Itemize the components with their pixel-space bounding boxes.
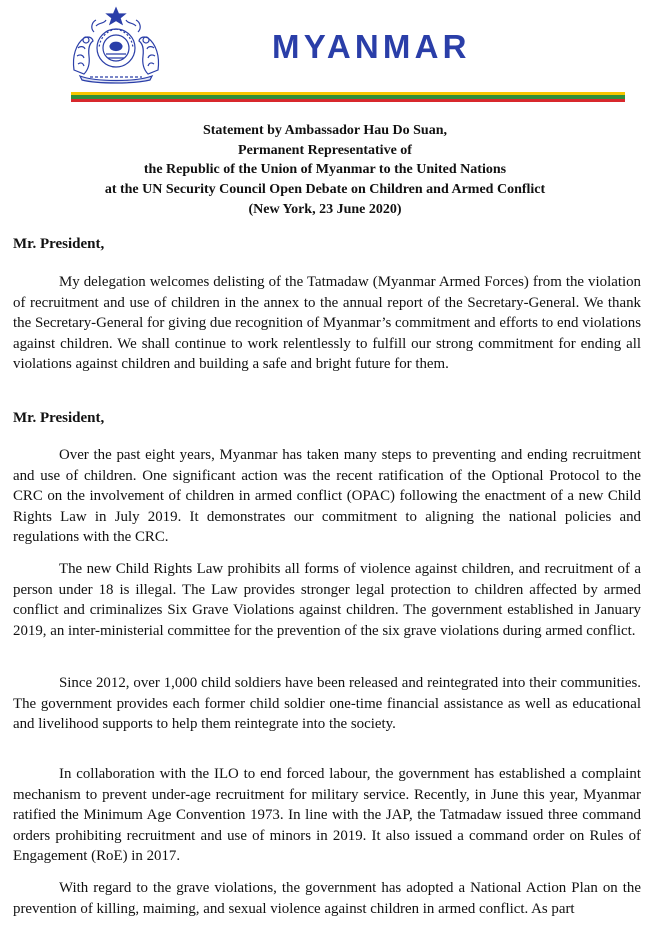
heading-line-4: at the UN Security Council Open Debate on Children and Armed Conflict: [104, 182, 546, 198]
body-paragraph-6: With regard to the grave violations, the government has adopted a National Action Plan on the prevention of killing, maiming, and sexual violence against children in armed conflict. As part: [13, 880, 641, 917]
heading-line-1: Statement by Ambassador Hau Do Suan,: [202, 123, 447, 138]
flag-color-stripe: [71, 92, 625, 102]
body-paragraph-5: In collaboration with the ILO to end forced labour, the government has established a complaint mechanism to prevent under-age recruitment for military service. Recently, in June this year, Myanmar ratified the Minimum Age Convention 1973. In line with the JAP, the Tatmadaw issued three command orders prohibiting recruitment and use of minors in 2019. It also issued a command order on Rules of Engagement (RoE) in 2017.: [13, 766, 641, 865]
heading-line-2: Permanent Representative of: [238, 142, 412, 158]
salutation: Mr. President,: [13, 236, 105, 252]
body-paragraph-2: Over the past eight years, Myanmar has taken many steps to preventing and ending recruitment and use of children. One significant action was the recent ratification of the Optional Protocol to the CRC on the involvement of children in armed conflict (OPAC) following the enactment of a new Child Rights Law in July 2019. It demonstrates our commitment to aligning the national policies and regulations with the CRC.: [13, 447, 641, 546]
statement-heading: [40, 121, 610, 220]
heading-line-5: (New York, 23 June 2020): [248, 201, 402, 217]
body-paragraph-1: My delegation welcomes delisting of the Tatmadaw (Myanmar Armed Forces) from the violation of recruitment and use of children in the annex to the annual report of the Secretary-General. We thank the Secretary-General for giving due recognition of Myanmar’s commitment and efforts to end violations against children. We shall continue to work relentlessly to fulfill our strong commitment for ending all violations against children and building a safe and bright future for them.: [13, 274, 641, 373]
body-paragraph-4: Since 2012, over 1,000 child soldiers have been released and reintegrated into their communities. The government provides each former child soldier one-time financial assistance as well as educational and livelihood supports to help them reintegrate into the society.: [13, 675, 641, 733]
body-paragraph-3: The new Child Rights Law prohibits all forms of violence against children, and recruitment of a person under 18 is illegal. The Law provides stronger legal protection to children affected by armed conflict and criminalizes Six Grave Violations against children. The government established in January 2019, an inter-ministerial committee for the prevention of the six grave violations during armed conflict.: [13, 561, 641, 639]
stripe-red: [71, 99, 625, 102]
letterhead-country-name: MYANMAR: [272, 28, 471, 65]
myanmar-state-seal-icon: [66, 6, 166, 84]
salutation: Mr. President,: [13, 410, 105, 426]
heading-line-3: the Republic of the Union of Myanmar to the United Nations: [143, 162, 507, 178]
